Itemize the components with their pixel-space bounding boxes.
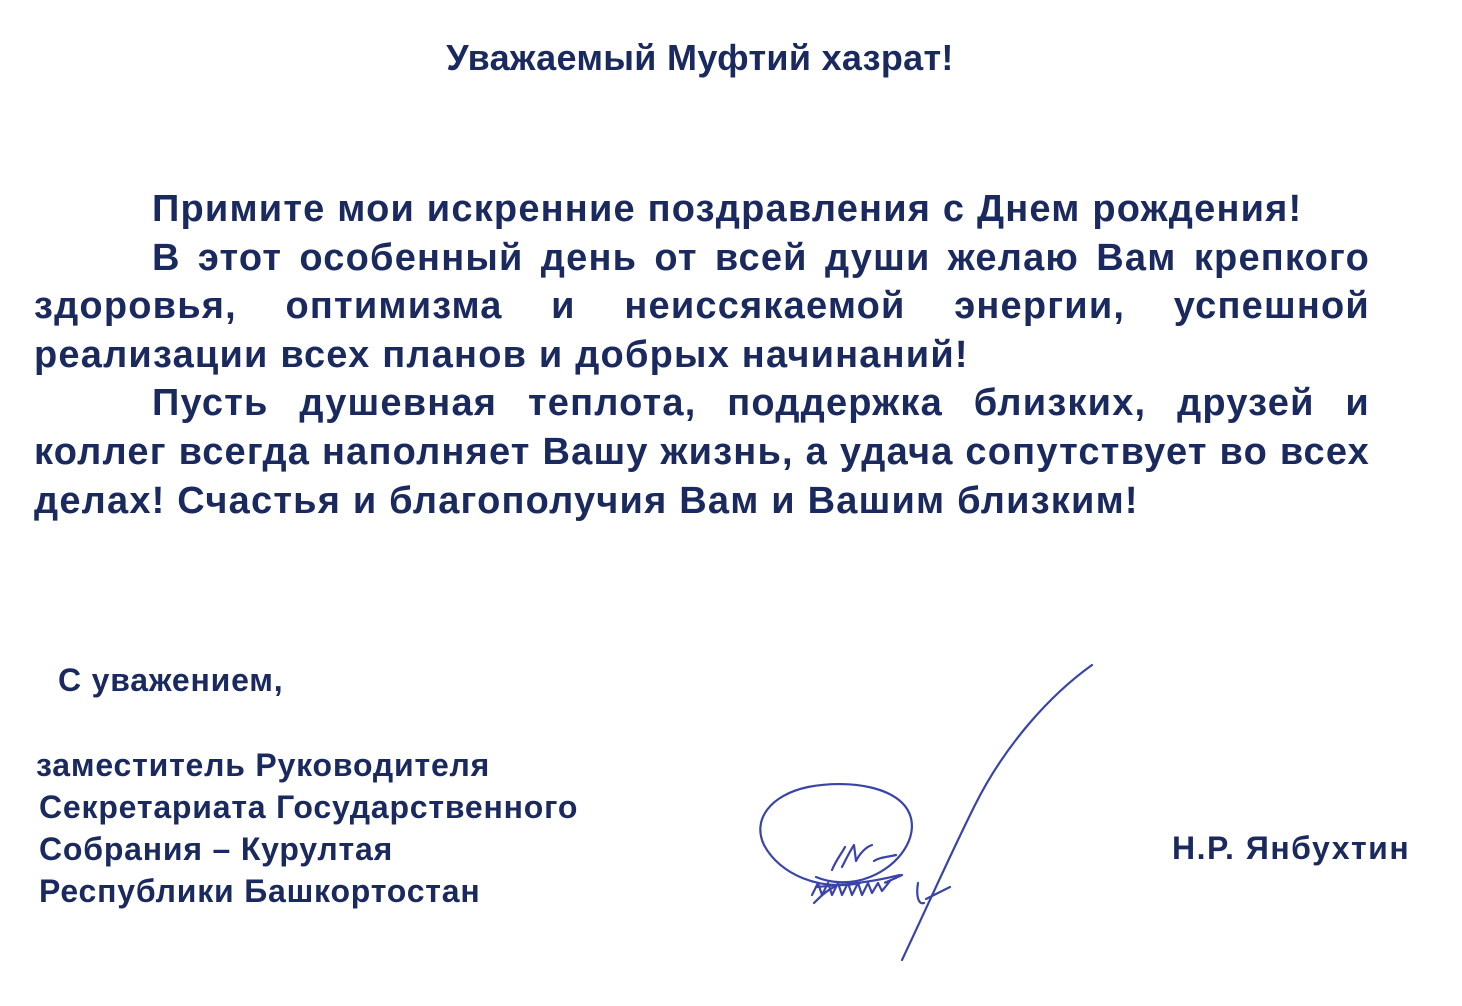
position-line: Собрания – Курултая: [39, 831, 394, 867]
position-line: Секретариата Государственного: [39, 789, 579, 825]
paragraph-blessings: Пусть душевная теплота, поддержка близких, друзей и коллег всегда наполняет Вашу жизнь, а удача сопутствует во всех делах! Счастья и благополучия Вам и Вашим близким!: [34, 382, 1370, 522]
position-line: заместитель Руководителя: [36, 747, 491, 783]
paragraph-wishes: В этот особенный день от всей души желаю Вам крепкого здоровья, оптимизма и неиссякаемой энергии, успешной реализации всех планов и добрых начинаний!: [34, 236, 1370, 376]
closing-phrase: С уважением,: [58, 662, 284, 698]
signer-position: [36, 744, 578, 912]
letter-body: [34, 185, 1370, 525]
letter-greeting: Уважаемый Муфтий хазрат!: [446, 37, 954, 78]
handwritten-signature: [750, 655, 1110, 975]
paragraph-congratulation: Примите мои искренние поздравления с Днем рождения!: [152, 188, 1303, 230]
signer-name: Н.Р. Янбухтин: [1172, 830, 1411, 866]
position-line: Республики Башкортостан: [39, 873, 481, 909]
